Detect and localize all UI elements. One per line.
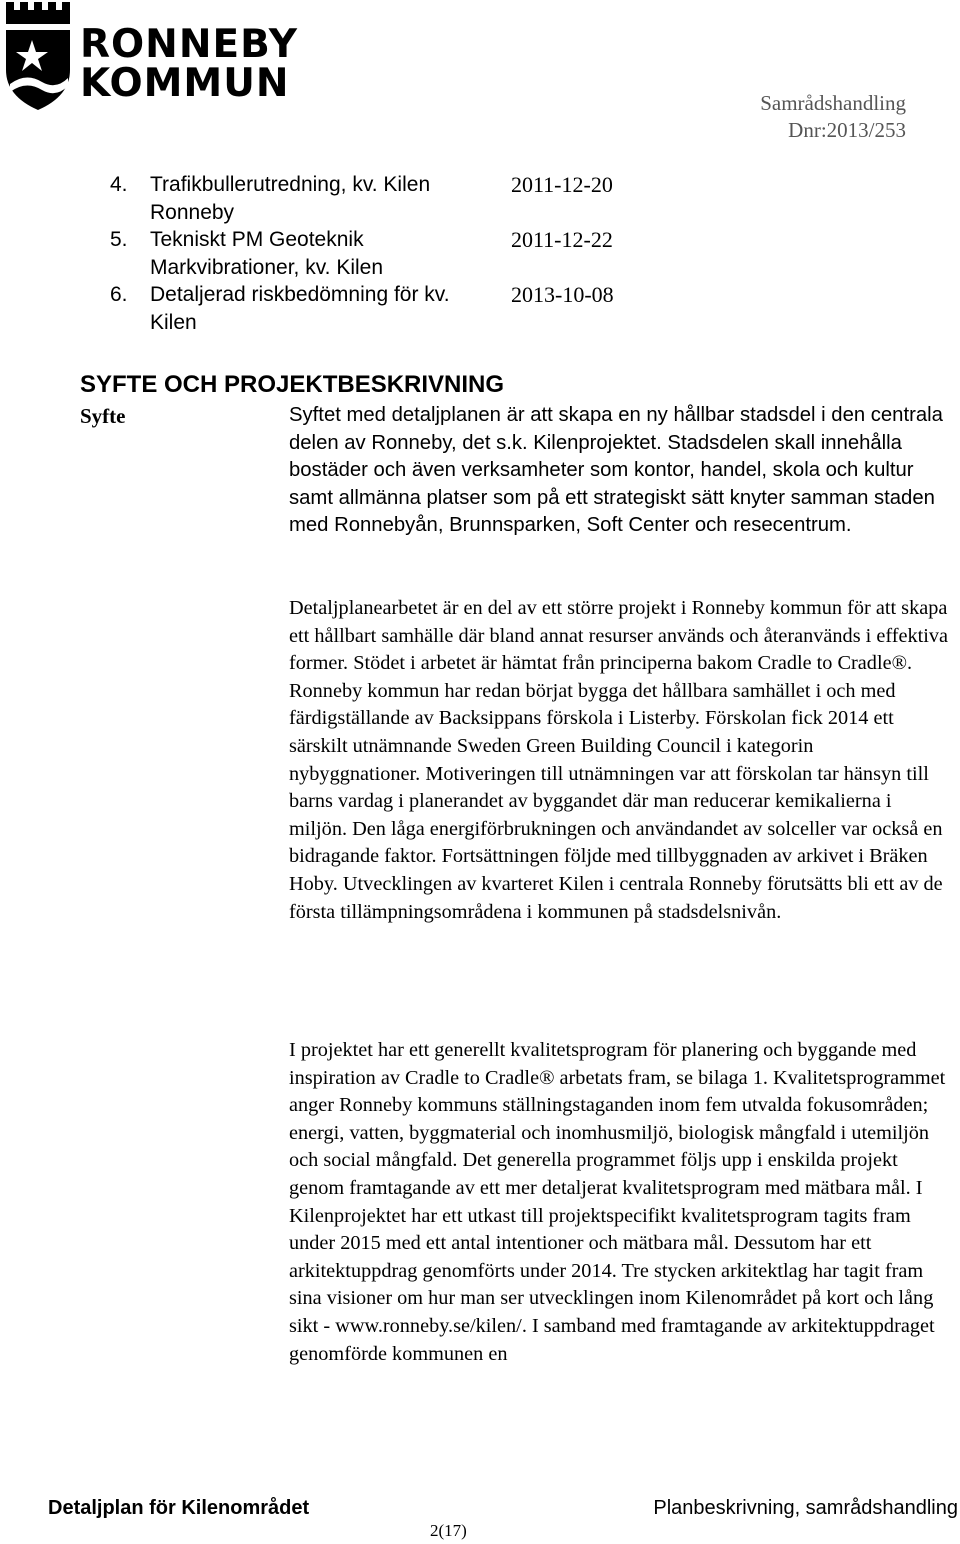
attachment-number: 6. bbox=[110, 283, 128, 306]
ronneby-kommun-logo bbox=[0, 0, 298, 115]
side-label: Syfte bbox=[80, 404, 126, 428]
attachment-number: 4. bbox=[110, 173, 128, 196]
document-number: Dnr:2013/253 bbox=[788, 118, 906, 142]
page-number: 2(17) bbox=[430, 1521, 467, 1540]
attachment-list bbox=[110, 171, 650, 336]
document-status: Samrådshandling bbox=[760, 91, 906, 115]
attachment-date: 2011-12-22 bbox=[511, 227, 613, 252]
body-paragraph: I projektet har ett generellt kvalitetsprogram för planering och byggande med inspiration av Cradle to Cradle® arbetats fram, se bilaga 1. Kvalitetsprogrammet anger Ronneby kommuns ställningstaganden inom fem utvalda fokusområden; energi, vatten, byggmaterial och inomhusmiljö, biologisk mångfald i utemiljön och social mångfald. Det generella programmet följs upp i enskilda projekt genom framtagande av ett mer detaljerat kvalitetsprogram med mätbara mål. I Kilenprojektet har ett utkast till projektspecifikt kvalitetsprogram tagits fram under 2015 med ett antal intentioner och mätbara mål. Dessutom har ett arkitektuppdrag genomförts under 2014. Tre stycken arkitektlag har tagit fram sina visioner om hur man ser utvecklingen inom Kilenområdet på kort och lång sikt - www.ronneby.se/kilen/. I samband med framtagande av arkitektuppdraget genomförde kommunen en bbox=[289, 1039, 946, 1365]
list-item bbox=[110, 171, 650, 226]
footer-document-type: Planbeskrivning, samrådshandling bbox=[653, 1497, 958, 1519]
attachment-title: Detaljerad riskbedömning för kv. Kilen bbox=[150, 283, 450, 334]
list-item bbox=[110, 226, 650, 281]
ronneby-crest-icon bbox=[2, 0, 74, 112]
attachment-title: Trafikbullerutredning, kv. Kilen Ronneby bbox=[150, 173, 431, 224]
body-paragraph: Syftet med detaljplanen är att skapa en ny hållbar stadsdel i den centrala delen av Ronneby, det s.k. Kilenprojektet. Stadsdelen skall innehålla bostäder och även verksamheter som kontor, handel, skola och kultur samt allmänna platser som på ett strategiskt sätt knyter samman staden med Ronnebyån, Brunnsparken, Soft Center och resecentrum. bbox=[289, 404, 943, 537]
attachment-title: Tekniskt PM Geoteknik Markvibrationer, kv. Kilen bbox=[150, 228, 384, 279]
attachment-date: 2011-12-20 bbox=[511, 172, 613, 197]
logo-text-kommun: KOMMUN bbox=[80, 61, 290, 106]
list-item bbox=[110, 281, 650, 336]
body-paragraph: Detaljplanearbetet är en del av ett större projekt i Ronneby kommun för att skapa ett hållbart samhälle där bland annat resurser används och återanvänds i effektiva former. Stödet i arbetet är hämtat från principerna bakom Cradle to Cradle®. Ronneby kommun har redan börjat bygga det hållbara samhället i och med färdigställande av Backsippans förskola i Listerby. Förskolan fick 2014 ett särskilt utnämnande Sweden Green Building Council i kategorin nybyggnationer. Motiveringen till utnämningen var att förskolan tar hänsyn till barns vardag i planerandet av byggandet där man reducerar kemikalierna i miljön. Den låga energiförbrukningen och användandet av solceller var också en bidragande faktor. Fortsättningen följde med tillbyggnaden av arkivet i Bräken Hoby. Utvecklingen av kvarteret Kilen i centrala Ronneby förutsätts bli ett av de första tillämpningsområdena i kommunen på stadsdelsnivån. bbox=[289, 597, 949, 923]
attachment-number: 5. bbox=[110, 228, 128, 251]
attachment-date: 2013-10-08 bbox=[511, 282, 614, 307]
section-heading: SYFTE OCH PROJEKTBESKRIVNING bbox=[80, 371, 505, 398]
logo-text-ronneby: RONNEBY bbox=[80, 22, 298, 67]
footer-document-title: Detaljplan för Kilenområdet bbox=[48, 1497, 310, 1519]
document-reference bbox=[760, 90, 906, 144]
